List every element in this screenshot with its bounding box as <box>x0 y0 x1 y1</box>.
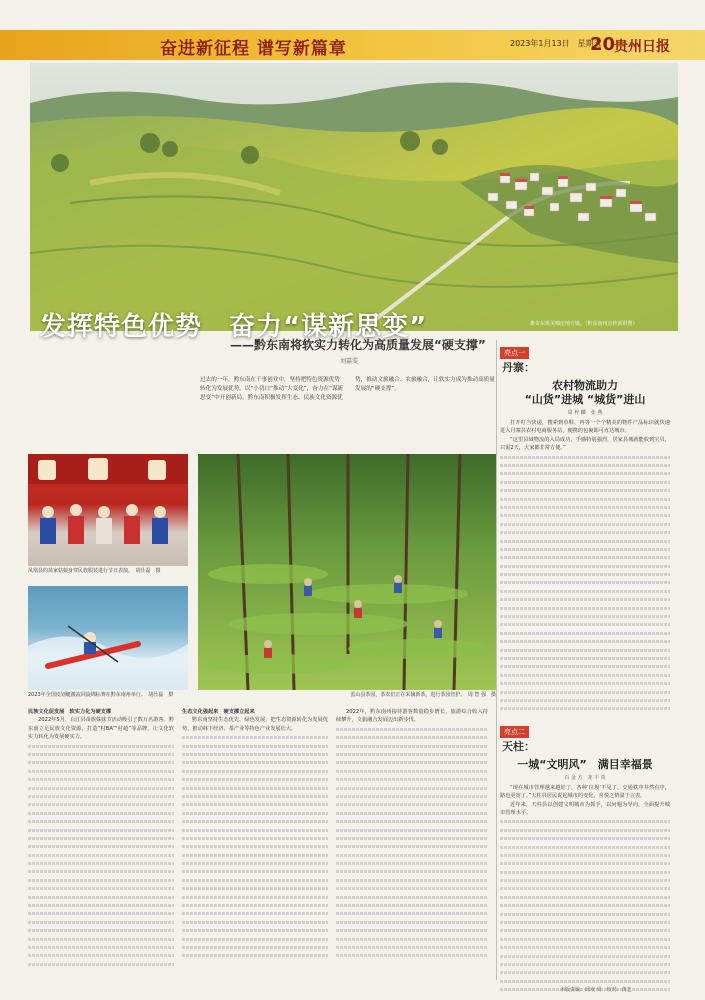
middle-article-column <box>182 708 328 960</box>
section1-title-line1: 农村物流助力 <box>552 379 618 392</box>
main-headline: 发挥特色优势 奋力“谋新思变” <box>40 312 428 342</box>
section1-text-lines <box>500 453 670 713</box>
left-article-column <box>28 708 174 968</box>
section2-paragraph2: 近年来，天柱县以创建文明城市为抓手，以问题为导向，全面提升城市管理水平。 <box>500 801 670 816</box>
section2-place: 天柱： <box>502 739 535 753</box>
middle-column-text-lines <box>182 733 328 960</box>
left-column-paragraph: 2022年5月，台江县苗族姊妹节活动吸引了数万名游客。黔东南立足民族文化资源，打造“村BA”“村超”等品牌，让文化软实力转化为发展硬实力。 <box>28 717 174 741</box>
kayak-caption: 2023年全国皮划艇激流回旋锦标赛在黔东南州举行。 胡仕磊 摄 <box>28 692 174 698</box>
hero-photo <box>30 63 678 331</box>
right-column-paragraph: 2022年，黔东南州接待游客数量稳步增长，旅游综合收入持续攀升，文旅融合发展迈出新步伐。 <box>336 709 488 724</box>
section2-header <box>500 719 670 754</box>
hero-caption: 雄奇东歌美锦崖地方镇。（黔东南州宣传部供图） <box>530 321 638 327</box>
page-header <box>0 30 705 60</box>
section1-header <box>500 340 670 375</box>
section1-place: 丹寨： <box>502 361 535 374</box>
sidebar-divider <box>496 340 497 980</box>
left-column-text-lines <box>28 742 174 969</box>
header-title: 奋进新征程 谱写新篇章 <box>160 39 347 59</box>
page-footer: 本版责编：邱欢 周 校对：黄艺 <box>560 987 632 993</box>
right-article-column <box>336 708 488 960</box>
section2-tag: 亮点二 <box>500 726 529 738</box>
header-date: 2023年1月13日 星期五 <box>510 39 602 48</box>
section1-title-line2: “山货”进城 “城货”进山 <box>524 393 646 406</box>
festival-illustration <box>28 454 188 566</box>
highlights-sidebar <box>500 340 670 980</box>
section1-tag: 亮点一 <box>500 347 529 359</box>
section2-text-lines <box>500 817 670 993</box>
left-column-heading: 民族文化促发展 软实力化为硬支撑 <box>28 709 112 715</box>
kayak-photo <box>28 586 188 690</box>
section1-paragraph2: “这里县域物流的入局成功，手感特别强烈，居家县城就能收到宝贝，只需2天，大家都非常方便。” <box>500 436 670 452</box>
section2-title: 一城“文明风” 满目幸福景 <box>517 757 653 771</box>
kayak-illustration <box>28 586 188 690</box>
page-number: 20 <box>590 34 616 55</box>
section2-paragraph1: “现在城市管理越来越好了，各种‘垃圾’不见了，交通秩序井然有序，路也更宽了。”天柱县居民说起城市的变化，喜悦之情溢于言表。 <box>500 784 670 800</box>
middle-column-heading: 生态文化强起来 硬支撑立起来 <box>182 709 255 715</box>
section2-author: 石 金 方 龙 丰 英 <box>564 774 606 781</box>
tea-garden-photo <box>198 454 496 690</box>
paper-name: 贵州日报 <box>614 39 670 55</box>
festival-caption: 凤凰县的苗家姑娘身穿民族服装进行节日表演。 胡仕磊 摄 <box>28 568 161 574</box>
lead-paragraph: 过去的一年，黔东南在干事创业中，坚持把特色资源优势转化为发展优势，以“小切口”推动“大变化”，奋力在“谋新思变”中开创新局。黔东南积极发挥生态、民族文化资源优势，推动文旅融合、农旅融合，让软实力成为推动高质量发展的“硬支撑”。 <box>200 377 495 401</box>
subheadline: ——黔东南将软实力转化为高质量发展“硬支撑” <box>230 338 486 352</box>
section1-paragraph1: 打开叮当快递，搜索到草鞋、再等一个个精美的物件产品标识就快速进入丹寨县农村电商服务站，便携的包裹即可直达城市。 <box>500 420 670 435</box>
festival-photo <box>28 454 188 566</box>
byline: 刘嘉雯 <box>340 358 359 365</box>
hero-landscape-illustration <box>30 63 678 331</box>
middle-column-paragraph: 黔东南坚持生态优先、绿色发展，把生态资源转化为发展优势，推动林下经济、茶产业等特色产业发展壮大。 <box>182 717 328 732</box>
tea-garden-illustration <box>198 454 496 690</box>
right-column-text-lines <box>336 725 488 960</box>
tea-garden-caption: 雷山县茶园，茶农们正在采摘新茶，进行茶园管护。 周 智 强 摄 <box>350 692 496 698</box>
section1-author: 周 梓 麟 张 燕 <box>567 410 603 416</box>
